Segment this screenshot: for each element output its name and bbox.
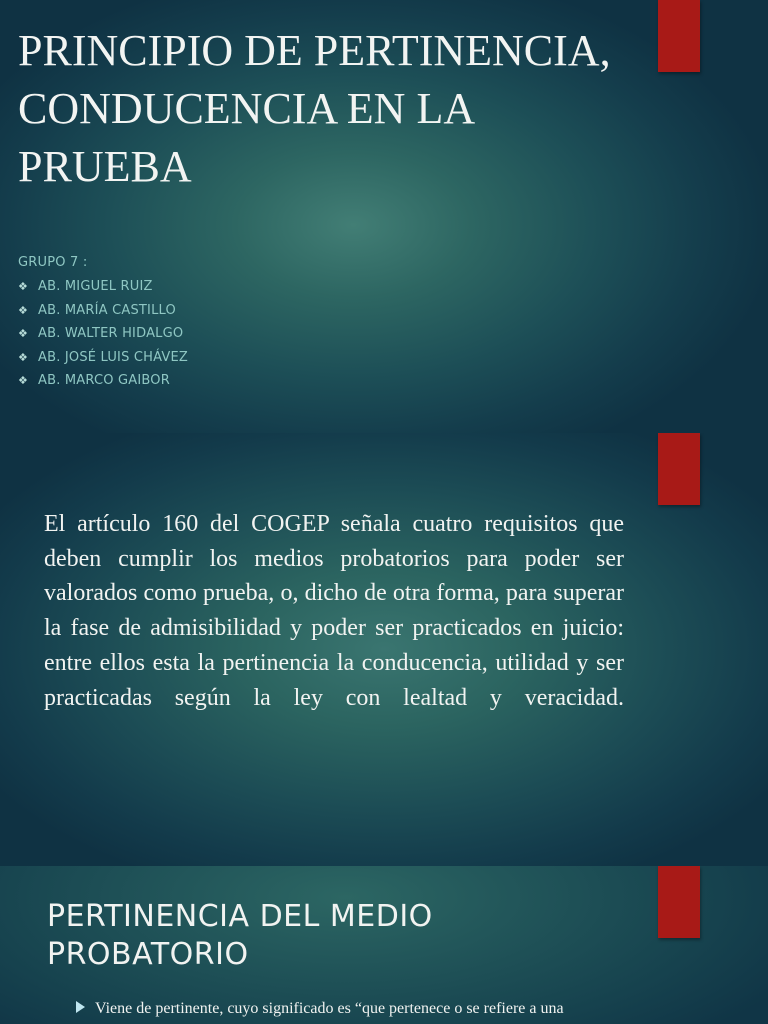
group-label: GRUPO 7 : — [18, 255, 88, 270]
member-item — [18, 325, 418, 349]
member-item — [18, 302, 418, 326]
member-item — [18, 278, 418, 302]
slide-article-160 — [0, 433, 768, 866]
member-name: AB. MARÍA CASTILLO — [38, 302, 176, 318]
diamond-bullet-icon: ❖ — [18, 327, 29, 340]
red-accent-tab — [658, 433, 700, 505]
member-item — [18, 372, 418, 396]
presentation-title: PRINCIPIO DE PERTINENCIA, CONDUCENCIA EN LA PRUEBA — [18, 26, 611, 191]
member-name: AB. MARCO GAIBOR — [38, 373, 170, 388]
diamond-bullet-icon: ❖ — [18, 303, 29, 317]
member-name: AB. MIGUEL RUIZ — [38, 279, 153, 294]
diamond-bullet-icon: ❖ — [18, 374, 29, 387]
member-name: AB. WALTER HIDALGO — [38, 326, 184, 341]
red-accent-tab — [658, 866, 700, 938]
triangle-bullet-icon — [76, 1001, 85, 1013]
diamond-bullet-icon: ❖ — [18, 280, 29, 293]
slide-title — [0, 0, 768, 433]
bullet-text: Viene de pertinente, cuyo significado es “que pertenece o se refiere a una — [95, 1000, 564, 1017]
section-title: PERTINENCIA DEL MEDIO PROBATORIO — [47, 899, 433, 972]
member-item — [18, 349, 418, 373]
group-members — [18, 254, 418, 396]
article-paragraph: El artículo 160 del COGEP señala cuatro requisitos que deben cumplir los medios probatorios para poder ser valorados como prueba, o, dicho de otra forma, para superar la fase de admisibilidad y poder ser practicados en juicio: entre ellos esta la pertinencia la conducencia, utilidad y ser practicadas según la ley con lealtad y veracidad. — [44, 511, 624, 711]
red-accent-tab — [658, 0, 700, 72]
slide-pertinencia — [0, 866, 768, 1024]
member-name: AB. JOSÉ LUIS CHÁVEZ — [38, 349, 188, 365]
bullet-item — [76, 998, 636, 1020]
diamond-bullet-icon: ❖ — [18, 350, 29, 364]
